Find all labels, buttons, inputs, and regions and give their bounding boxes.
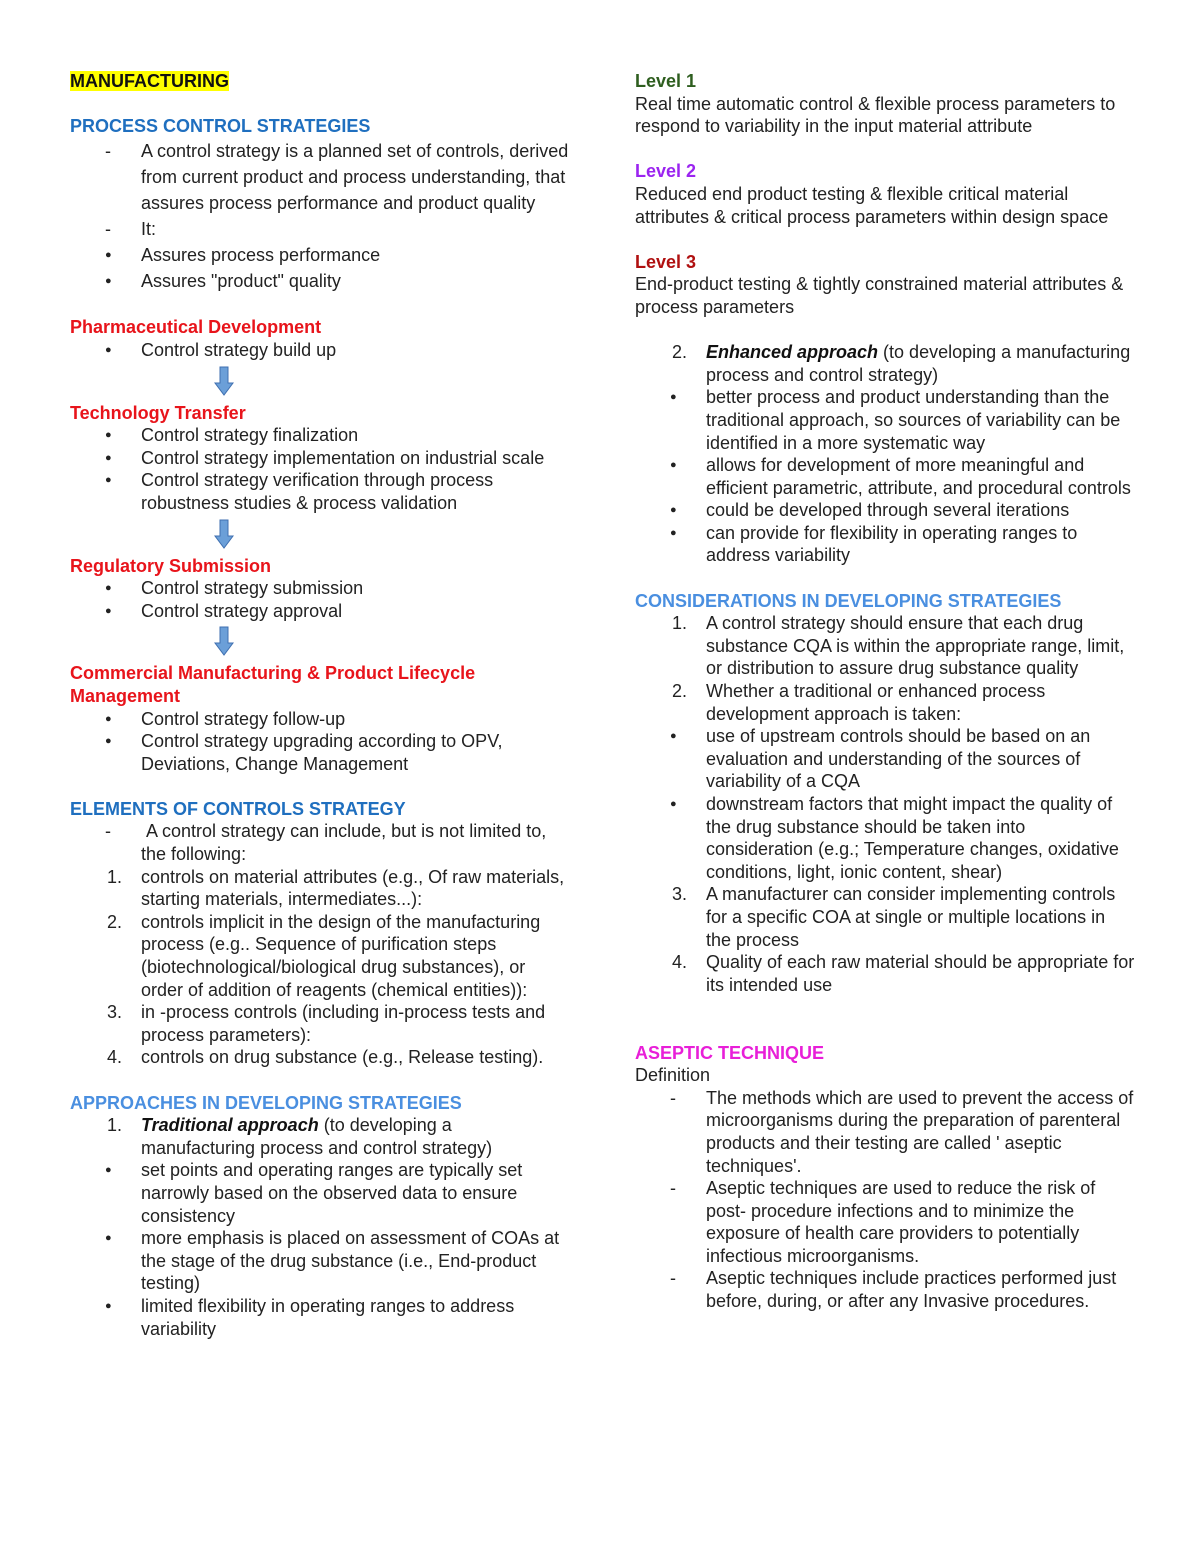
down-arrow-icon: [214, 519, 234, 549]
bullet-marker: ●: [105, 712, 112, 725]
bullet-marker: ●: [105, 1299, 112, 1312]
list-item: 4. controls on drug substance (e.g., Release testing).: [70, 1046, 570, 1069]
tech-transfer-heading: Technology Transfer: [70, 402, 246, 423]
list-item: 2. Whether a traditional or enhanced process development approach is taken:: [635, 680, 1135, 725]
list-item: ● limited flexibility in operating ranges to address variability: [105, 1295, 515, 1339]
number-marker: 4.: [106, 1047, 122, 1068]
level-3-text: End-product testing & tightly constrained material attributes & process parameters: [635, 274, 1124, 317]
list-item: 2. controls implicit in the design of the manufacturing process (e.g.. Sequence of purification steps (biotechnological/biological drug substances), or order of addition of reagents (chemical entities)):: [70, 911, 570, 1001]
number-marker: 3.: [671, 884, 687, 905]
list-item: - It:: [70, 216, 570, 242]
dash-marker: -: [670, 1268, 676, 1289]
list-item: ● Control strategy finalization: [105, 425, 359, 446]
number-marker: 2.: [106, 911, 122, 932]
number-marker: 4.: [671, 952, 687, 973]
bullet-marker: ●: [105, 735, 112, 748]
bullet-marker: ●: [670, 459, 677, 472]
list-item: 3. in -process controls (including in-process tests and process parameters):: [70, 1001, 570, 1046]
list-item: - A control strategy can include, but is not limited to, the following:: [105, 821, 552, 865]
bullet-marker: ●: [105, 451, 112, 464]
list-item: ● Control strategy follow-up: [105, 708, 346, 729]
list-item: - The methods which are used to prevent the access of microorganisms during the preparation of parenteral products and their testing are called ' aseptic techniques'.: [670, 1087, 1134, 1176]
list-item: 2. Enhanced approach (to developing a manufacturing process and control strategy): [635, 341, 1135, 386]
bullet-marker: ●: [105, 343, 112, 356]
list-item: ● downstream factors that might impact the quality of the drug substance should be taken into consideration (e.g.; Temperature changes, oxidative conditions, light, ionic content, shear): [670, 794, 1119, 882]
list-item: 4. Quality of each raw material should be appropriate for its intended use: [635, 951, 1135, 996]
traditional-approach-label: Traditional approach: [141, 1115, 319, 1136]
list-item: 3. A manufacturer can consider implementing controls for a specific COA at single or multiple locations in the process: [635, 883, 1135, 951]
list-item: - Aseptic techniques include practices performed just before, during, or after any Invasive procedures.: [670, 1268, 1117, 1312]
level-1-text: Real time automatic control & flexible process parameters to respond to variability in the input material attribute: [635, 93, 1116, 137]
number-marker: 1.: [106, 1115, 122, 1136]
dash-marker: -: [105, 218, 111, 239]
pharma-dev-heading: Pharmaceutical Development: [70, 317, 322, 338]
considerations-heading: CONSIDERATIONS IN DEVELOPING STRATEGIES: [635, 590, 1062, 611]
bullet-marker: ●: [105, 274, 112, 287]
level-2-text: Reduced end product testing & flexible critical material attributes & critical process parameters within design space: [635, 183, 1109, 227]
elements-heading: ELEMENTS OF CONTROLS STRATEGY: [70, 798, 406, 819]
number-marker: 1.: [106, 866, 122, 887]
process-control-heading: PROCESS CONTROL STRATEGIES: [70, 116, 371, 137]
level-2-label: Level 2: [635, 161, 697, 182]
bullet-marker: ●: [105, 474, 112, 487]
list-item: ● use of upstream controls should be based on an evaluation and understanding of the sources of variability of a CQA: [670, 726, 1091, 792]
bullet-marker: ●: [670, 526, 677, 539]
list-item: 1. Traditional approach (to developing a manufacturing process and control strategy): [70, 1114, 570, 1159]
dash-marker: -: [105, 821, 111, 842]
dash-marker: -: [670, 1087, 676, 1108]
left-column: [70, 70, 570, 1340]
list-item: ● Assures "product" quality: [70, 268, 570, 294]
level-3-label: Level 3: [635, 251, 697, 272]
list-item: ● Control strategy approval: [105, 600, 343, 621]
list-item: - Aseptic techniques are used to reduce the risk of post- procedure infections and to minimize the exposure of health care providers to potentially infectious microorganisms.: [670, 1178, 1096, 1266]
bullet-marker: ●: [105, 582, 112, 595]
list-item: ● Assures process performance: [70, 242, 570, 268]
bullet-marker: ●: [105, 604, 112, 617]
approaches-heading: APPROACHES IN DEVELOPING STRATEGIES: [70, 1092, 462, 1113]
number-marker: 1.: [671, 613, 687, 634]
number-marker: 3.: [106, 1002, 122, 1023]
list-item: ● can provide for flexibility in operating ranges to address variability: [670, 522, 1078, 566]
list-item: ● allows for development of more meaningful and efficient parametric, attribute, and procedural controls: [670, 455, 1131, 498]
bullet-marker: ●: [670, 798, 677, 810]
bullet-marker: ●: [105, 248, 112, 261]
list-item: ● better process and product understanding than the traditional approach, so sources of variability can be identified in a more systematic way: [670, 387, 1121, 453]
commercial-heading: Commercial Manufacturing & Product Lifecycle Management: [70, 663, 476, 706]
bullet-marker: ●: [105, 429, 112, 442]
bullet-marker: ●: [105, 1232, 112, 1245]
list-item: ● could be developed through several iterations: [670, 500, 1070, 521]
aseptic-subheading: Definition: [635, 1065, 711, 1086]
regulatory-heading: Regulatory Submission: [70, 555, 272, 576]
bullet-marker: ●: [105, 1164, 112, 1177]
document-title: MANUFACTURING: [70, 71, 229, 91]
list-item: - A control strategy is a planned set of controls, derived from current product and process understanding, that assures process performance and product quality: [70, 138, 570, 216]
list-item: ● Control strategy build up: [105, 339, 337, 360]
enhanced-approach-label: Enhanced approach: [706, 342, 879, 363]
aseptic-heading: ASEPTIC TECHNIQUE: [635, 1042, 825, 1063]
level-1-label: Level 1: [635, 71, 697, 91]
bullet-marker: ●: [670, 504, 677, 517]
bullet-marker: ●: [670, 391, 677, 404]
number-marker: 2.: [671, 342, 687, 363]
right-column: [635, 70, 1135, 1313]
bullet-marker: ●: [670, 730, 677, 743]
number-marker: 2.: [671, 681, 687, 702]
down-arrow-icon: [214, 366, 234, 396]
dash-marker: -: [670, 1178, 676, 1199]
list-item: ● Control strategy submission: [105, 578, 364, 599]
list-item: ● Control strategy upgrading according to OPV, Deviations, Change Management: [105, 731, 503, 774]
list-item: 1. controls on material attributes (e.g., Of raw materials, starting materials, intermediates...):: [70, 866, 570, 911]
dash-marker: -: [105, 140, 111, 161]
list-item: ● set points and operating ranges are typically set narrowly based on the observed data to ensure consistency: [105, 1160, 523, 1226]
list-item: ● Control strategy verification through process robustness studies & process validation: [105, 470, 494, 513]
list-item: ● more emphasis is placed on assessment of COAs at the stage of the drug substance (i.e., End-product testing): [105, 1228, 560, 1294]
list-item: ● Control strategy implementation on industrial scale: [105, 447, 545, 468]
list-item: 1. A control strategy should ensure that each drug substance CQA is within the appropriate range, limit, or distribution to assure drug substance quality: [635, 612, 1135, 680]
down-arrow-icon: [214, 626, 234, 656]
